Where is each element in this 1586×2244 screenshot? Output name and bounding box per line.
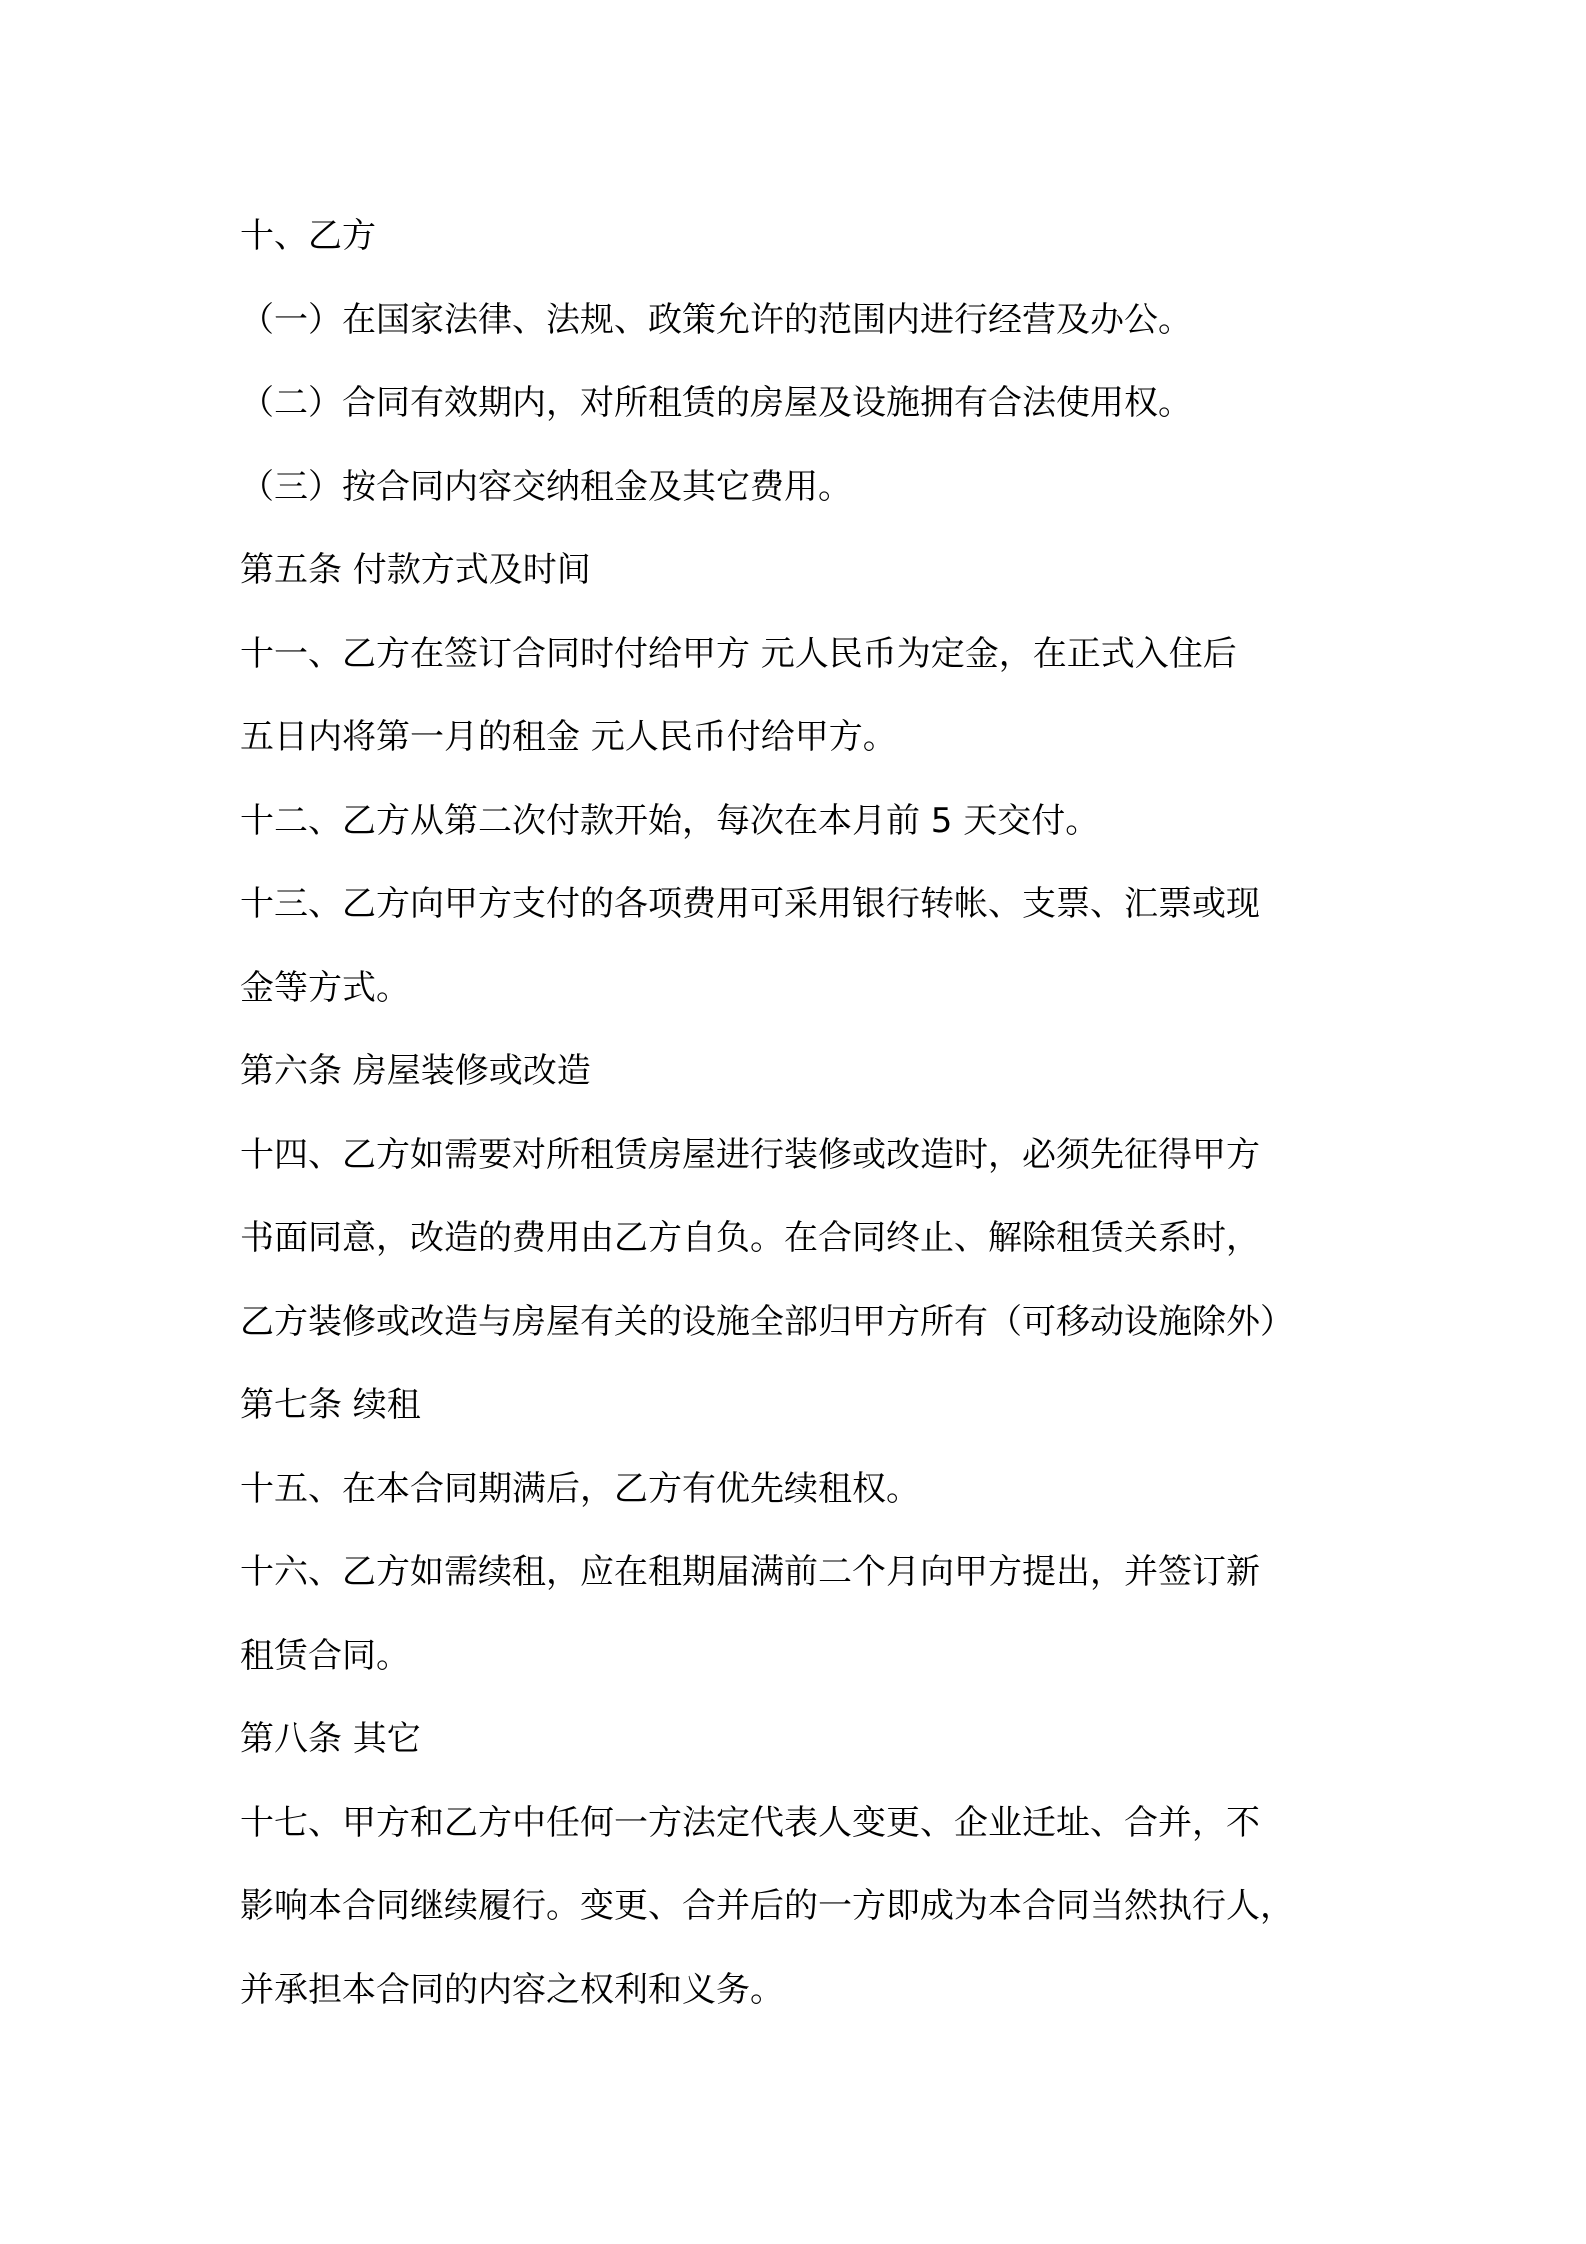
clause-text: 影响本合同继续履行。变更、合并后的一方即成为本合同当然执行人， (240, 1886, 1294, 1926)
clause-text: 五日内将第一月的租金 元人民币付给甲方。 (240, 717, 897, 757)
clause-text: 十四、乙方如需要对所租赁房屋进行装修或改造时，必须先征得甲方 (240, 1134, 1260, 1175)
list-item: （三）按合同内容交纳租金及其它费用。 (240, 466, 852, 507)
clause-heading-ten: 十、乙方 (240, 216, 376, 256)
list-item: （一）在国家法律、法规、政策允许的范围内进行经营及办公。 (240, 299, 1192, 340)
clause-text: 书面同意，改造的费用由乙方自负。在合同终止、解除租赁关系时， (240, 1218, 1260, 1258)
article-heading: 第八条 其它 (240, 1719, 421, 1759)
article-heading: 第六条 房屋装修或改造 (240, 1051, 591, 1091)
article-heading: 第七条 续租 (240, 1385, 421, 1425)
clause-text: 租赁合同。 (240, 1635, 410, 1676)
clause-text: 并承担本合同的内容之权利和义务。 (240, 1969, 784, 2010)
clause-text: 十五、在本合同期满后，乙方有优先续租权。 (240, 1468, 920, 1509)
clause-text: 十七、甲方和乙方中任何一方法定代表人变更、企业迁址、合并，不 (240, 1802, 1260, 1843)
clause-text: 十二、乙方从第二次付款开始，每次在本月前 5 天交付。 (240, 800, 1100, 841)
clause-text: 十一、乙方在签订合同时付给甲方 元人民币为定金，在正式入住后 (240, 633, 1237, 674)
clause-text: 十三、乙方向甲方支付的各项费用可采用银行转帐、支票、汇票或现 (240, 884, 1260, 924)
document-body (240, 195, 1370, 2032)
list-item: （二）合同有效期内，对所租赁的房屋及设施拥有合法使用权。 (240, 383, 1192, 423)
clause-text: 十六、乙方如需续租，应在租期届满前二个月向甲方提出，并签订新 (240, 1552, 1260, 1592)
article-heading: 第五条 付款方式及时间 (240, 550, 591, 590)
clause-text: 乙方装修或改造与房屋有关的设施全部归甲方所有（可移动设施除外） (240, 1301, 1294, 1342)
clause-text: 金等方式。 (240, 967, 410, 1008)
